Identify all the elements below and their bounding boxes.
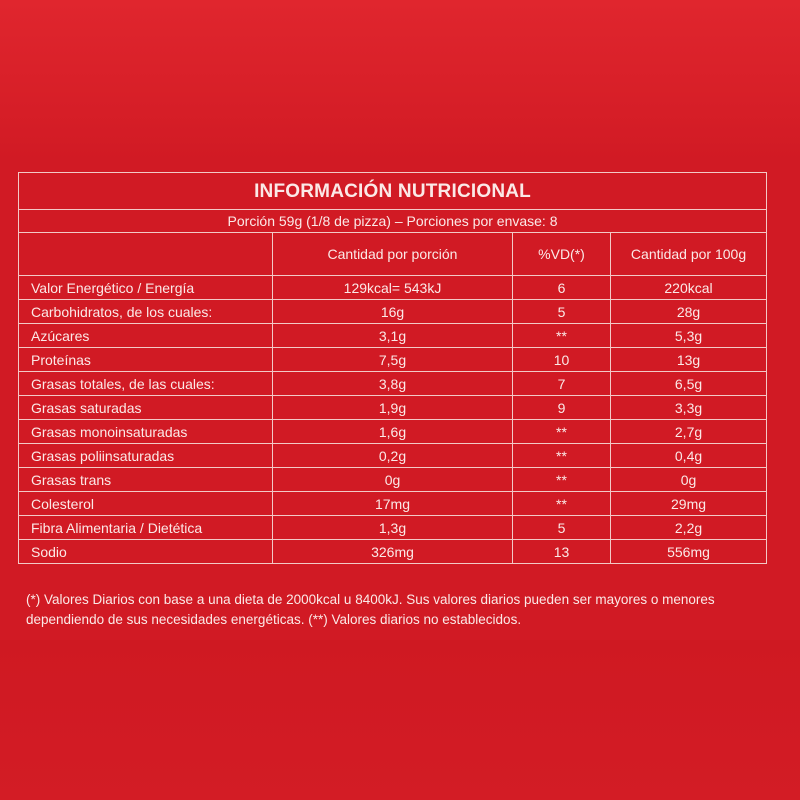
amount-per-100g: 13g xyxy=(611,348,767,372)
nutrient-name: Proteínas xyxy=(19,348,273,372)
nutrient-name: Grasas totales, de las cuales: xyxy=(19,372,273,396)
table-row xyxy=(19,300,767,324)
amount-per-100g: 220kcal xyxy=(611,276,767,300)
amount-per-portion: 326mg xyxy=(273,540,513,564)
daily-value-percent: 10 xyxy=(513,348,611,372)
daily-value-percent: ** xyxy=(513,324,611,348)
amount-per-100g: 29mg xyxy=(611,492,767,516)
daily-value-percent: ** xyxy=(513,444,611,468)
daily-value-percent: ** xyxy=(513,468,611,492)
packaging-bottom-band xyxy=(0,640,800,800)
daily-value-percent: 5 xyxy=(513,300,611,324)
nutrient-name: Azúcares xyxy=(19,324,273,348)
table-row xyxy=(19,540,767,564)
amount-per-portion: 1,9g xyxy=(273,396,513,420)
footnote-line-1: (*) Valores Diarios con base a una dieta de 2000kcal u 8400kJ. Sus valores diarios pueden ser mayores o menores xyxy=(26,592,715,607)
amount-per-100g: 6,5g xyxy=(611,372,767,396)
daily-value-percent: 6 xyxy=(513,276,611,300)
amount-per-100g: 3,3g xyxy=(611,396,767,420)
header-row xyxy=(19,233,767,276)
daily-value-percent: 7 xyxy=(513,372,611,396)
header-vd: %VD(*) xyxy=(513,233,611,276)
table-row xyxy=(19,396,767,420)
amount-per-100g: 2,2g xyxy=(611,516,767,540)
daily-value-percent: 9 xyxy=(513,396,611,420)
amount-per-100g: 0g xyxy=(611,468,767,492)
amount-per-100g: 0,4g xyxy=(611,444,767,468)
amount-per-portion: 1,6g xyxy=(273,420,513,444)
header-nutrient-blank xyxy=(19,233,273,276)
table-row xyxy=(19,324,767,348)
packaging-top-band xyxy=(0,0,800,160)
table-row xyxy=(19,516,767,540)
daily-value-percent: ** xyxy=(513,492,611,516)
table-row xyxy=(19,420,767,444)
header-per-100g: Cantidad por 100g xyxy=(611,233,767,276)
daily-value-percent: ** xyxy=(513,420,611,444)
amount-per-portion: 0g xyxy=(273,468,513,492)
nutrition-label xyxy=(18,172,782,627)
amount-per-portion: 1,3g xyxy=(273,516,513,540)
nutrient-name: Fibra Alimentaria / Dietética xyxy=(19,516,273,540)
header-per-portion: Cantidad por porción xyxy=(273,233,513,276)
nutrient-name: Valor Energético / Energía xyxy=(19,276,273,300)
nutrient-name: Grasas poliinsaturadas xyxy=(19,444,273,468)
amount-per-100g: 556mg xyxy=(611,540,767,564)
daily-value-percent: 5 xyxy=(513,516,611,540)
amount-per-100g: 5,3g xyxy=(611,324,767,348)
amount-per-portion: 0,2g xyxy=(273,444,513,468)
table-row xyxy=(19,348,767,372)
amount-per-portion: 129kcal= 543kJ xyxy=(273,276,513,300)
portion-row xyxy=(19,210,767,233)
amount-per-100g: 2,7g xyxy=(611,420,767,444)
nutrient-name: Grasas monoinsaturadas xyxy=(19,420,273,444)
amount-per-portion: 3,8g xyxy=(273,372,513,396)
amount-per-portion: 16g xyxy=(273,300,513,324)
label-title: INFORMACIÓN NUTRICIONAL xyxy=(19,173,767,210)
footnote-line-2: dependiendo de sus necesidades energéticas. (**) Valores diarios no establecidos. xyxy=(26,612,522,627)
table-row xyxy=(19,492,767,516)
table-row xyxy=(19,444,767,468)
nutrient-name: Sodio xyxy=(19,540,273,564)
nutrient-name: Colesterol xyxy=(19,492,273,516)
footnote xyxy=(26,590,786,630)
portion-info: Porción 59g (1/8 de pizza) – Porciones por envase: 8 xyxy=(19,210,767,233)
nutrient-name: Carbohidratos, de los cuales: xyxy=(19,300,273,324)
table-row xyxy=(19,372,767,396)
amount-per-portion: 3,1g xyxy=(273,324,513,348)
title-row xyxy=(19,173,767,210)
daily-value-percent: 13 xyxy=(513,540,611,564)
nutrition-table xyxy=(18,172,767,564)
amount-per-portion: 17mg xyxy=(273,492,513,516)
amount-per-100g: 28g xyxy=(611,300,767,324)
nutrient-rows xyxy=(19,276,767,564)
nutrient-name: Grasas saturadas xyxy=(19,396,273,420)
table-row xyxy=(19,468,767,492)
table-row xyxy=(19,276,767,300)
amount-per-portion: 7,5g xyxy=(273,348,513,372)
nutrient-name: Grasas trans xyxy=(19,468,273,492)
